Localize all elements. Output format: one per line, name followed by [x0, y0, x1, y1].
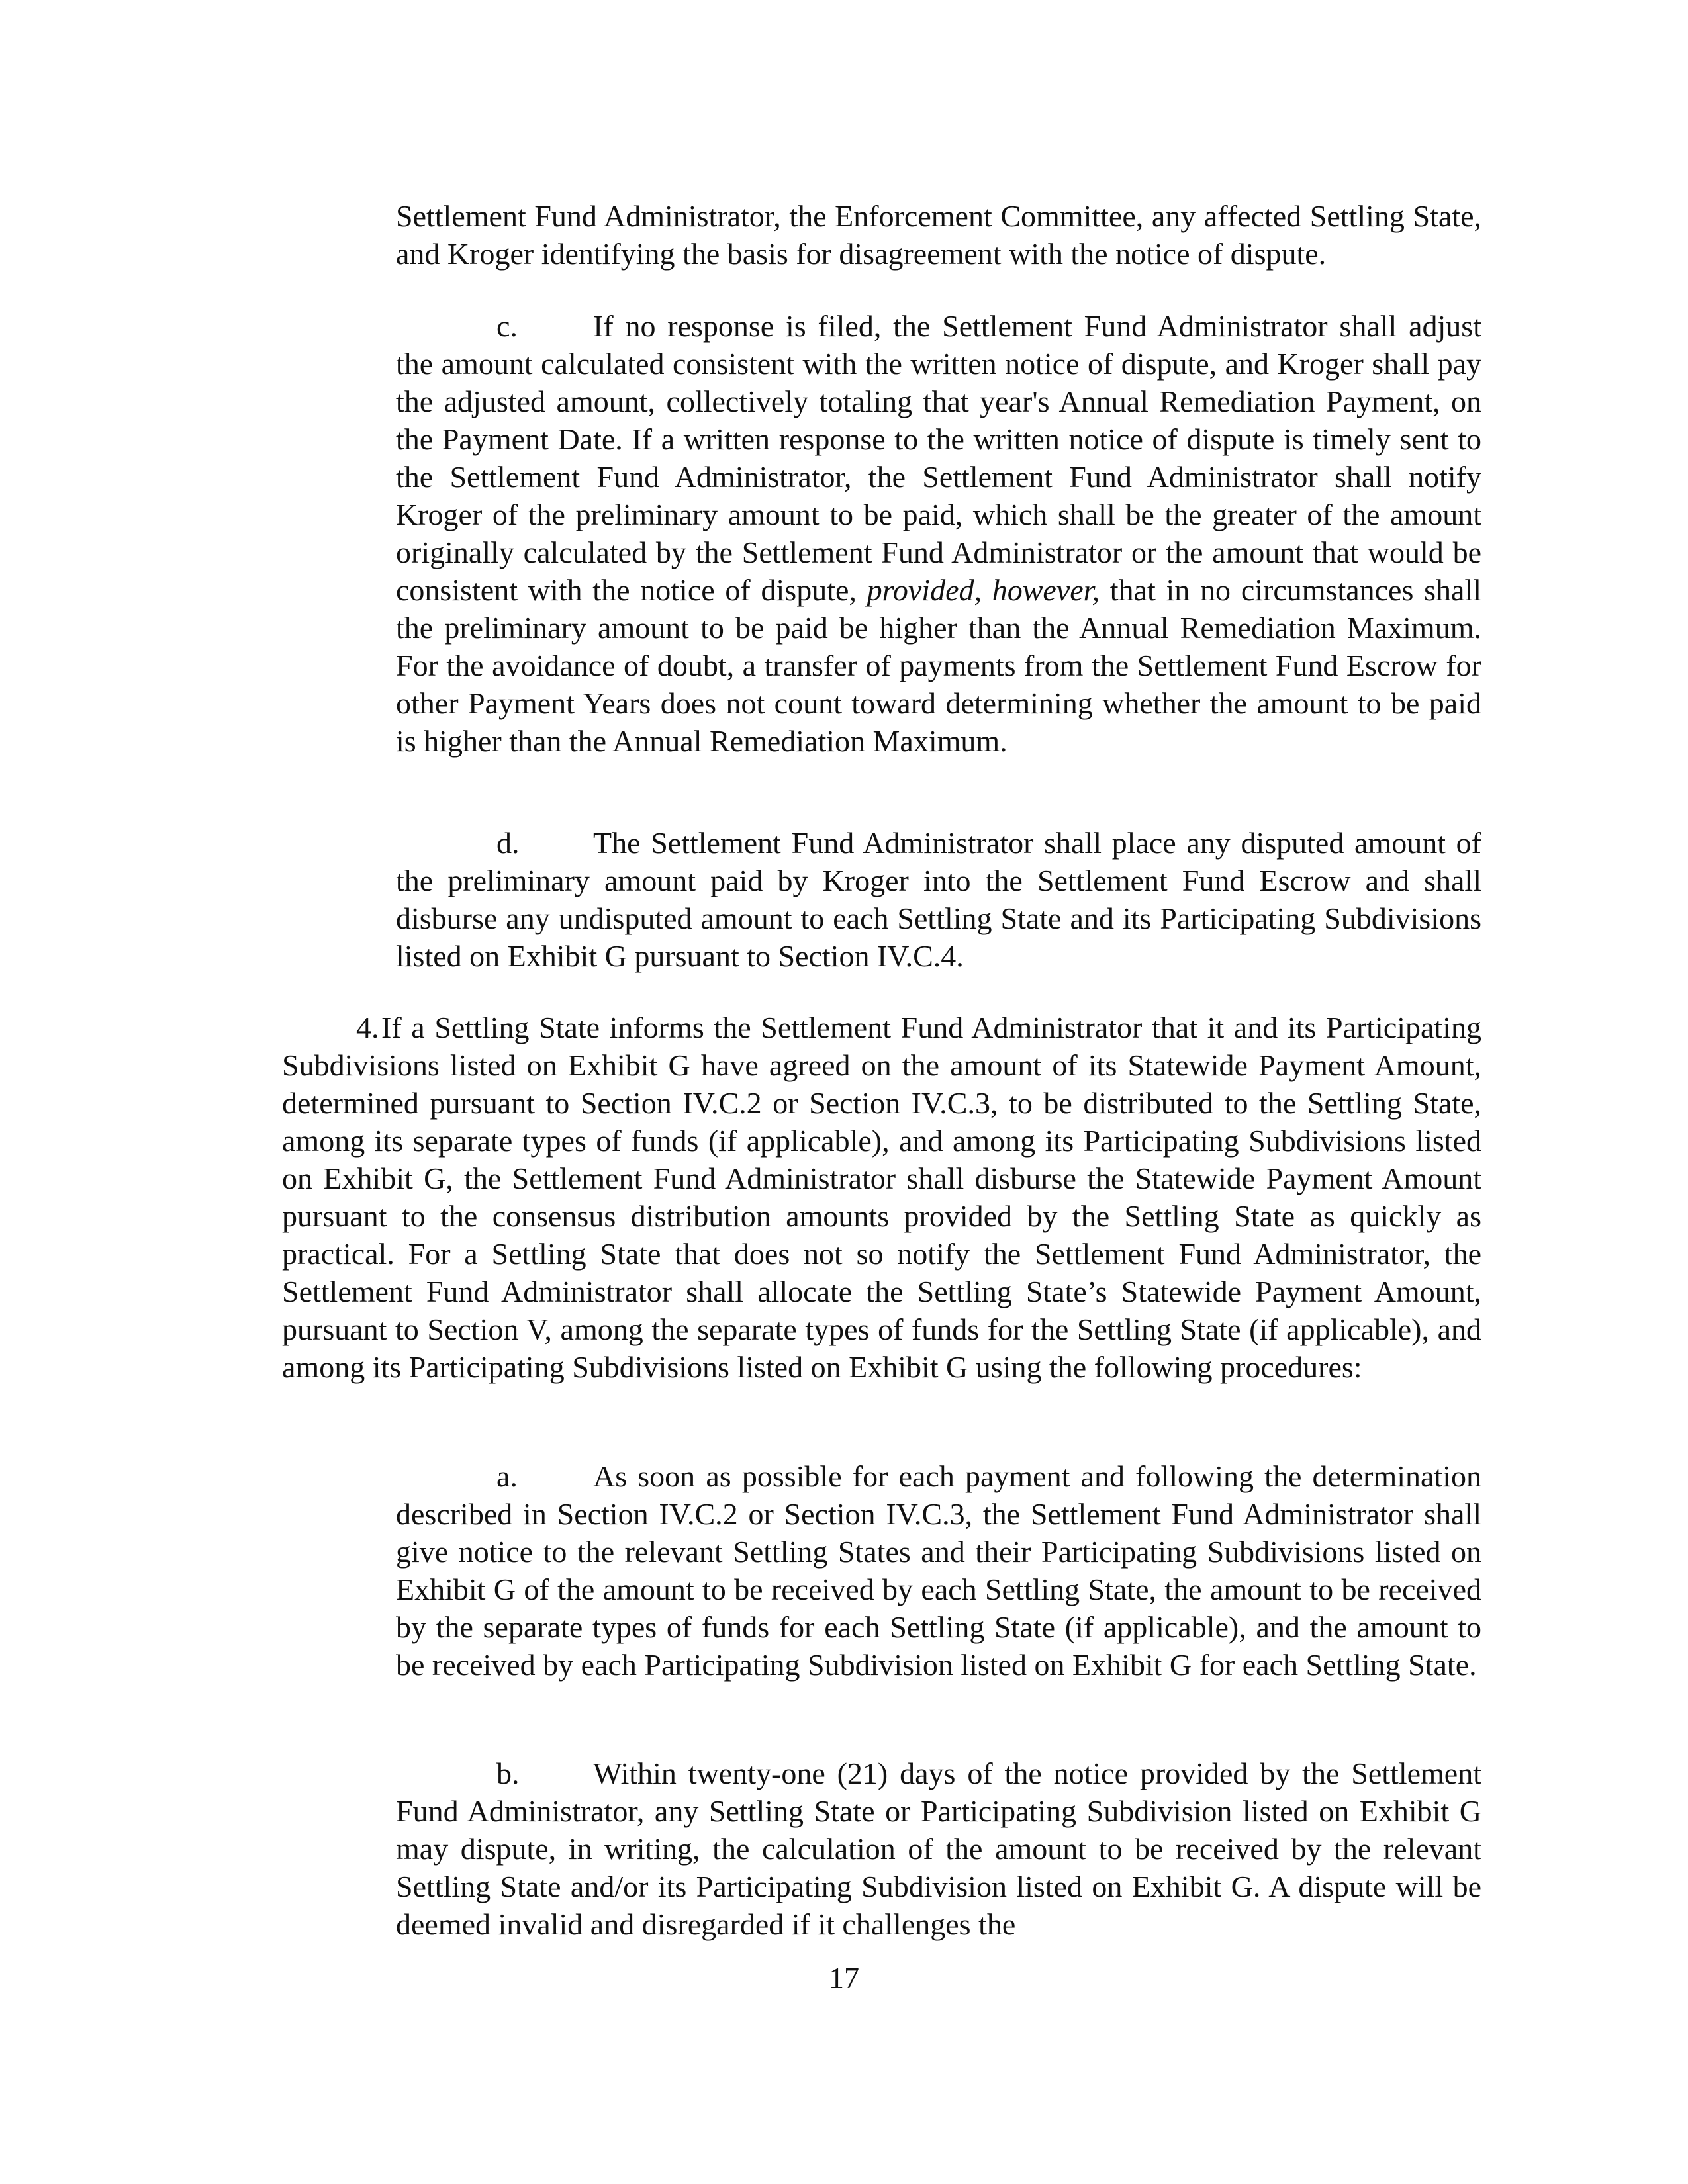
paragraph-d-text: The Settlement Fund Administrator shall place any disputed amount of the preliminary amount paid by Kroger into the Settlement Fund Escrow and shall disburse any undisputed amount to each Settling State and its Participating Subdivisions listed on Exhibit G pursuant to Section IV.C.4. [396, 826, 1481, 973]
paragraph-4b-label: b. [496, 1756, 520, 1790]
paragraph-c-text-before-italic: If no response is filed, the Settlement Fund Administrator shall adjust the amount calculated consistent with the written notice of dispute, and Kroger shall pay the adjusted amount, collectively totaling that year's Annual Remediation Payment, on the Payment Date. If a written response to the written notice of dispute is timely sent to the Settlement Fund Administrator, the Settlement Fund Administrator shall notify Kroger of the preliminary amount to be paid, which shall be the greater of the amount originally calculated by the Settlement Fund Administrator or the amount that would be consistent with the notice of dispute, [396, 309, 1481, 607]
paragraph-c-text-after-italic: that in no circumstances shall the preliminary amount to be paid be higher than the Annual Remediation Maximum. For the avoidance of doubt, a transfer of payments from the Settlement Fund Escrow for other Payment Years does not count toward determining whether the amount to be paid is higher than the Annual Remediation Maximum. [396, 573, 1482, 758]
paragraph-4a-label: a. [496, 1459, 518, 1493]
paragraph-c-label: c. [496, 309, 518, 343]
carryover-paragraph [396, 197, 1481, 273]
paragraph-4b-text: Within twenty-one (21) days of the notice provided by the Settlement Fund Administrator, any Settling State or Participating Subdivision listed on Exhibit G may dispute, in writing, the calculation of the amount to be received by the relevant Settling State and/or its Participating Subdivision listed on Exhibit G. A dispute will be deemed invalid and disregarded if it challenges the [396, 1756, 1481, 1941]
paragraph-d [396, 824, 1481, 975]
paragraph-4-label: 4. [356, 1011, 379, 1044]
carryover-text: Settlement Fund Administrator, the Enforcement Committee, any affected Settling State, and Kroger identifying the basis for disagreement with the notice of dispute. [396, 199, 1481, 271]
paragraph-4b [396, 1754, 1481, 1943]
paragraph-c [396, 307, 1481, 760]
paragraph-4-text: If a Settling State informs the Settlement Fund Administrator that it and its Participating Subdivisions listed on Exhibit G have agreed on the amount of its Statewide Payment Amount, determined pursuant to Section IV.C.2 or Section IV.C.3, to be distributed to the Settling State, among its separate types of funds (if applicable), and among its Participating Subdivisions listed on Exhibit G, the Settlement Fund Administrator shall disburse the Statewide Payment Amount pursuant to the consensus distribution amounts provided by the Settling State as quickly as practical. For a Settling State that does not so notify the Settlement Fund Administrator, the Settlement Fund Administrator shall allocate the Settling State’s Statewide Payment Amount, pursuant to Section V, among the separate types of funds for the Settling State (if applicable), and among its Participating Subdivisions listed on Exhibit G using the following procedures: [282, 1011, 1481, 1384]
paragraph-c-italic: provided, however, [867, 573, 1100, 607]
page-number: 17 [829, 1961, 859, 1995]
paragraph-4a [396, 1457, 1481, 1684]
paragraph-4 [282, 1009, 1481, 1386]
paragraph-d-label: d. [496, 826, 520, 860]
paragraph-4a-text: As soon as possible for each payment and following the determination described in Section IV.C.2 or Section IV.C.3, the Settlement Fund Administrator shall give notice to the relevant Settling States and their Participating Subdivisions listed on Exhibit G of the amount to be received by each Settling State, the amount to be received by the separate types of funds for each Settling State (if applicable), and the amount to be received by each Participating Subdivision listed on Exhibit G for each Settling State. [396, 1459, 1481, 1682]
